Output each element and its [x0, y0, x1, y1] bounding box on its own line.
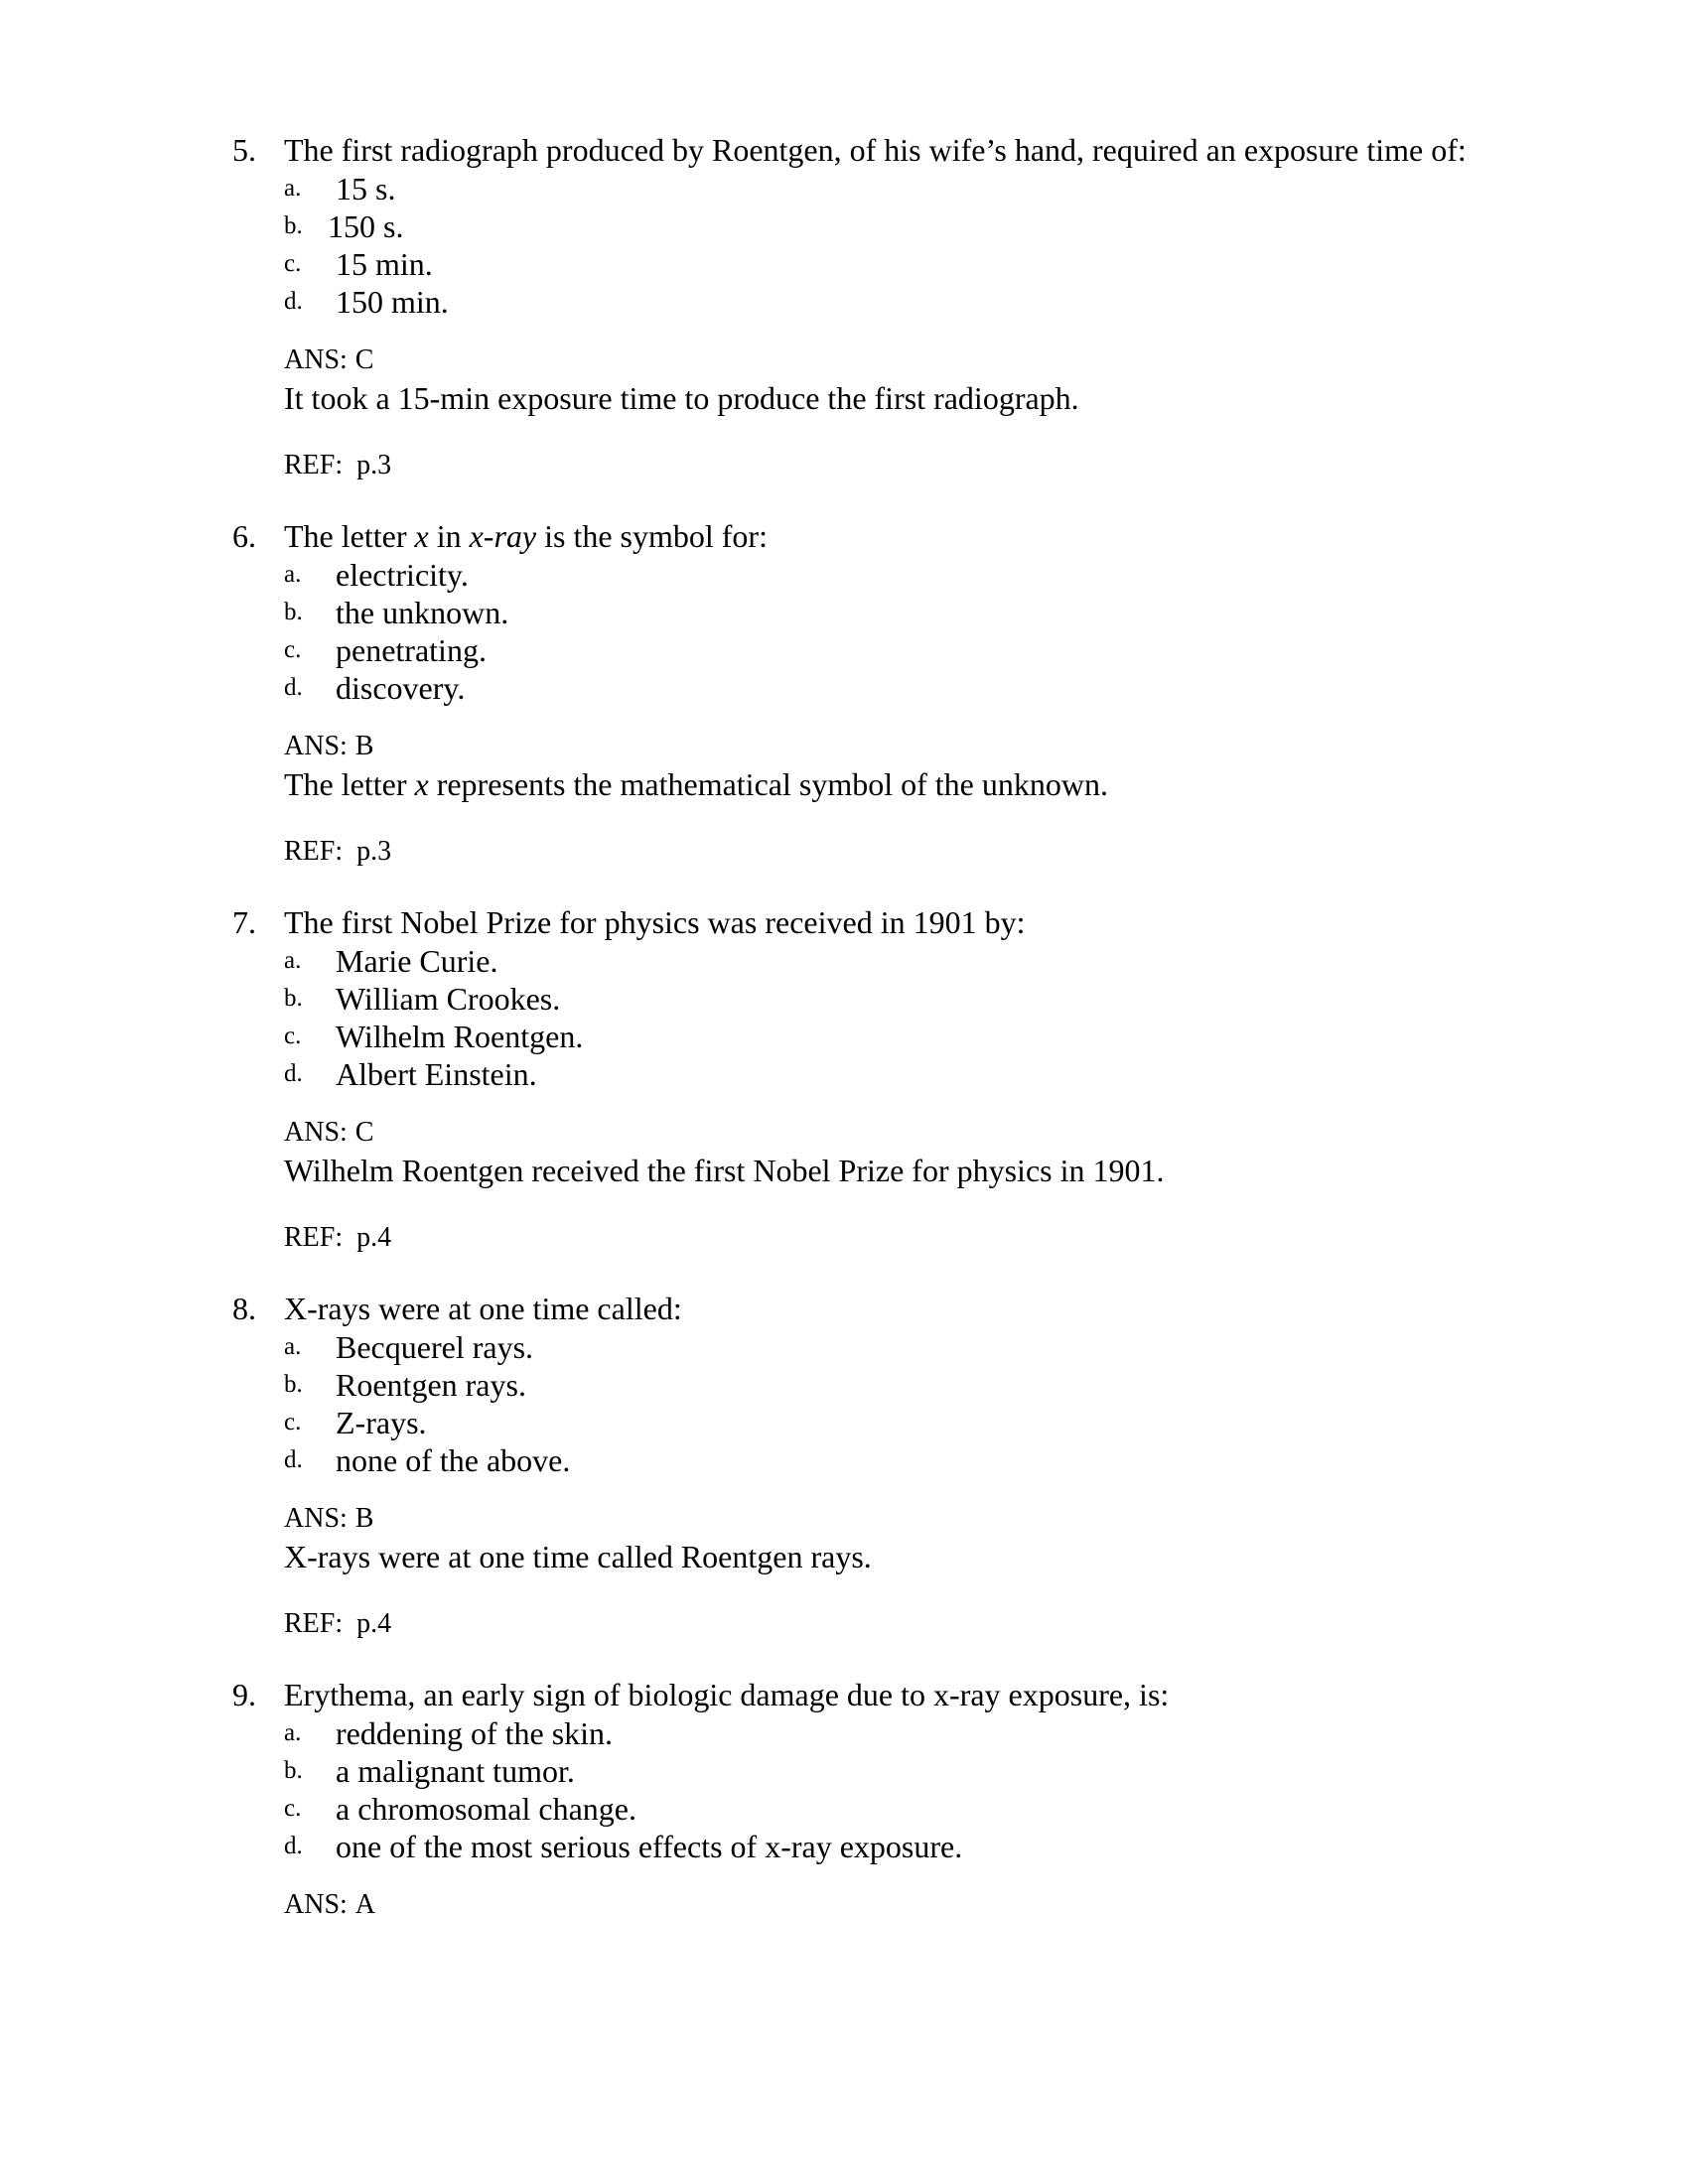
answer-explanation: X-rays were at one time called Roentgen rays. — [284, 1539, 872, 1574]
answer-line — [232, 729, 1523, 764]
question-number: 6. — [232, 518, 256, 554]
reference-line — [232, 834, 1523, 870]
answer-label: ANS: — [284, 1117, 348, 1148]
option-letter: d. — [284, 1833, 303, 1859]
question-stem — [232, 1675, 1523, 1714]
option-a — [232, 170, 1523, 207]
option-c — [232, 1790, 1523, 1828]
option-c — [232, 631, 1523, 669]
option-text: Albert Einstein. — [336, 1056, 537, 1092]
reference-value: p.3 — [356, 450, 392, 480]
option-letter: c. — [284, 250, 302, 277]
option-c — [232, 245, 1523, 283]
option-b — [232, 980, 1523, 1018]
option-letter: c. — [284, 636, 302, 663]
option-letter: b. — [284, 1371, 303, 1398]
option-text: discovery. — [336, 670, 466, 706]
question-text: The letter x in x-ray is the symbol for: — [284, 518, 768, 554]
question-stem — [232, 902, 1523, 942]
question-5 — [232, 130, 1523, 483]
answer-value: B — [354, 731, 374, 761]
option-text: 150 s. — [328, 208, 404, 244]
option-letter: a. — [284, 561, 302, 588]
answer-label: ANS: — [284, 1889, 348, 1920]
question-text: Erythema, an early sign of biologic damage due to x-ray exposure, is: — [284, 1677, 1170, 1712]
option-letter: b. — [284, 599, 303, 625]
answer-value: B — [354, 1503, 374, 1534]
option-letter: c. — [284, 1409, 302, 1435]
option-b — [232, 207, 1523, 245]
option-letter: b. — [284, 212, 303, 239]
option-text: the unknown. — [336, 595, 509, 630]
option-text: 15 s. — [336, 171, 396, 206]
reference-line — [232, 1606, 1523, 1642]
question-text: The first radiograph produced by Roentgen, of his wife’s hand, required an exposure time of: — [284, 132, 1467, 168]
option-a — [232, 1328, 1523, 1366]
reference-label: REF: — [284, 836, 344, 867]
question-stem — [232, 1289, 1523, 1328]
option-text: one of the most serious effects of x-ray exposure. — [336, 1829, 963, 1864]
option-text: 150 min. — [336, 284, 449, 320]
option-b — [232, 1366, 1523, 1404]
reference-value: p.3 — [356, 836, 392, 867]
answer-line — [232, 1115, 1523, 1151]
option-d — [232, 1441, 1523, 1479]
question-7 — [232, 902, 1523, 1256]
question-text: X-rays were at one time called: — [284, 1291, 682, 1326]
answer-label: ANS: — [284, 731, 348, 761]
option-b — [232, 594, 1523, 631]
reference-line — [232, 448, 1523, 483]
answer-value: C — [354, 1117, 374, 1148]
option-text: Wilhelm Roentgen. — [336, 1019, 584, 1054]
option-text: Z-rays. — [336, 1405, 427, 1440]
question-number: 7. — [232, 904, 256, 940]
reference-label: REF: — [284, 1608, 344, 1639]
question-number: 8. — [232, 1291, 256, 1326]
option-letter: d. — [284, 1446, 303, 1473]
option-text: reddening of the skin. — [336, 1715, 614, 1751]
answer-explanation: It took a 15-min exposure time to produce the first radiograph. — [284, 380, 1079, 416]
option-letter: a. — [284, 1719, 302, 1746]
reference-value: p.4 — [356, 1608, 392, 1639]
answer-line — [232, 342, 1523, 378]
option-text: electricity. — [336, 557, 469, 593]
option-text: a chromosomal change. — [336, 1791, 636, 1827]
question-6 — [232, 516, 1523, 870]
option-letter: c. — [284, 1023, 302, 1049]
option-d — [232, 283, 1523, 321]
option-d — [232, 1055, 1523, 1093]
option-letter: a. — [284, 1333, 302, 1360]
option-c — [232, 1404, 1523, 1441]
option-letter: d. — [284, 1060, 303, 1087]
option-a — [232, 556, 1523, 594]
answer-label: ANS: — [284, 344, 348, 375]
option-letter: d. — [284, 674, 303, 701]
reference-line — [232, 1220, 1523, 1256]
option-b — [232, 1752, 1523, 1790]
option-letter: a. — [284, 175, 302, 202]
option-text: Becquerel rays. — [336, 1329, 534, 1365]
option-text: a malignant tumor. — [336, 1753, 575, 1789]
option-letter: b. — [284, 985, 303, 1012]
option-text: William Crookes. — [336, 981, 561, 1017]
answer-line — [232, 1887, 1523, 1923]
option-letter: a. — [284, 947, 302, 974]
option-letter: b. — [284, 1757, 303, 1784]
answer-label: ANS: — [284, 1503, 348, 1534]
option-a — [232, 1714, 1523, 1752]
option-text: Marie Curie. — [336, 943, 498, 979]
answer-explanation: The letter x represents the mathematical symbol of the unknown. — [284, 766, 1108, 802]
option-letter: d. — [284, 288, 303, 315]
reference-label: REF: — [284, 450, 344, 480]
question-number: 5. — [232, 132, 256, 168]
reference-value: p.4 — [356, 1222, 392, 1253]
answer-value: A — [354, 1889, 376, 1920]
reference-label: REF: — [284, 1222, 344, 1253]
option-text: penetrating. — [336, 632, 487, 668]
option-text: Roentgen rays. — [336, 1367, 526, 1403]
option-text: 15 min. — [336, 246, 433, 282]
question-text: The first Nobel Prize for physics was received in 1901 by: — [284, 904, 1026, 940]
answer-explanation: Wilhelm Roentgen received the first Nobel Prize for physics in 1901. — [284, 1153, 1165, 1188]
option-text: none of the above. — [336, 1442, 571, 1478]
answer-line — [232, 1501, 1523, 1537]
option-c — [232, 1018, 1523, 1055]
option-a — [232, 942, 1523, 980]
question-stem — [232, 130, 1523, 170]
answer-value: C — [354, 344, 374, 375]
question-9 — [232, 1675, 1523, 1923]
option-letter: c. — [284, 1795, 302, 1822]
option-d — [232, 669, 1523, 707]
question-stem — [232, 516, 1523, 556]
question-number: 9. — [232, 1677, 256, 1712]
question-8 — [232, 1289, 1523, 1642]
option-d — [232, 1828, 1523, 1865]
